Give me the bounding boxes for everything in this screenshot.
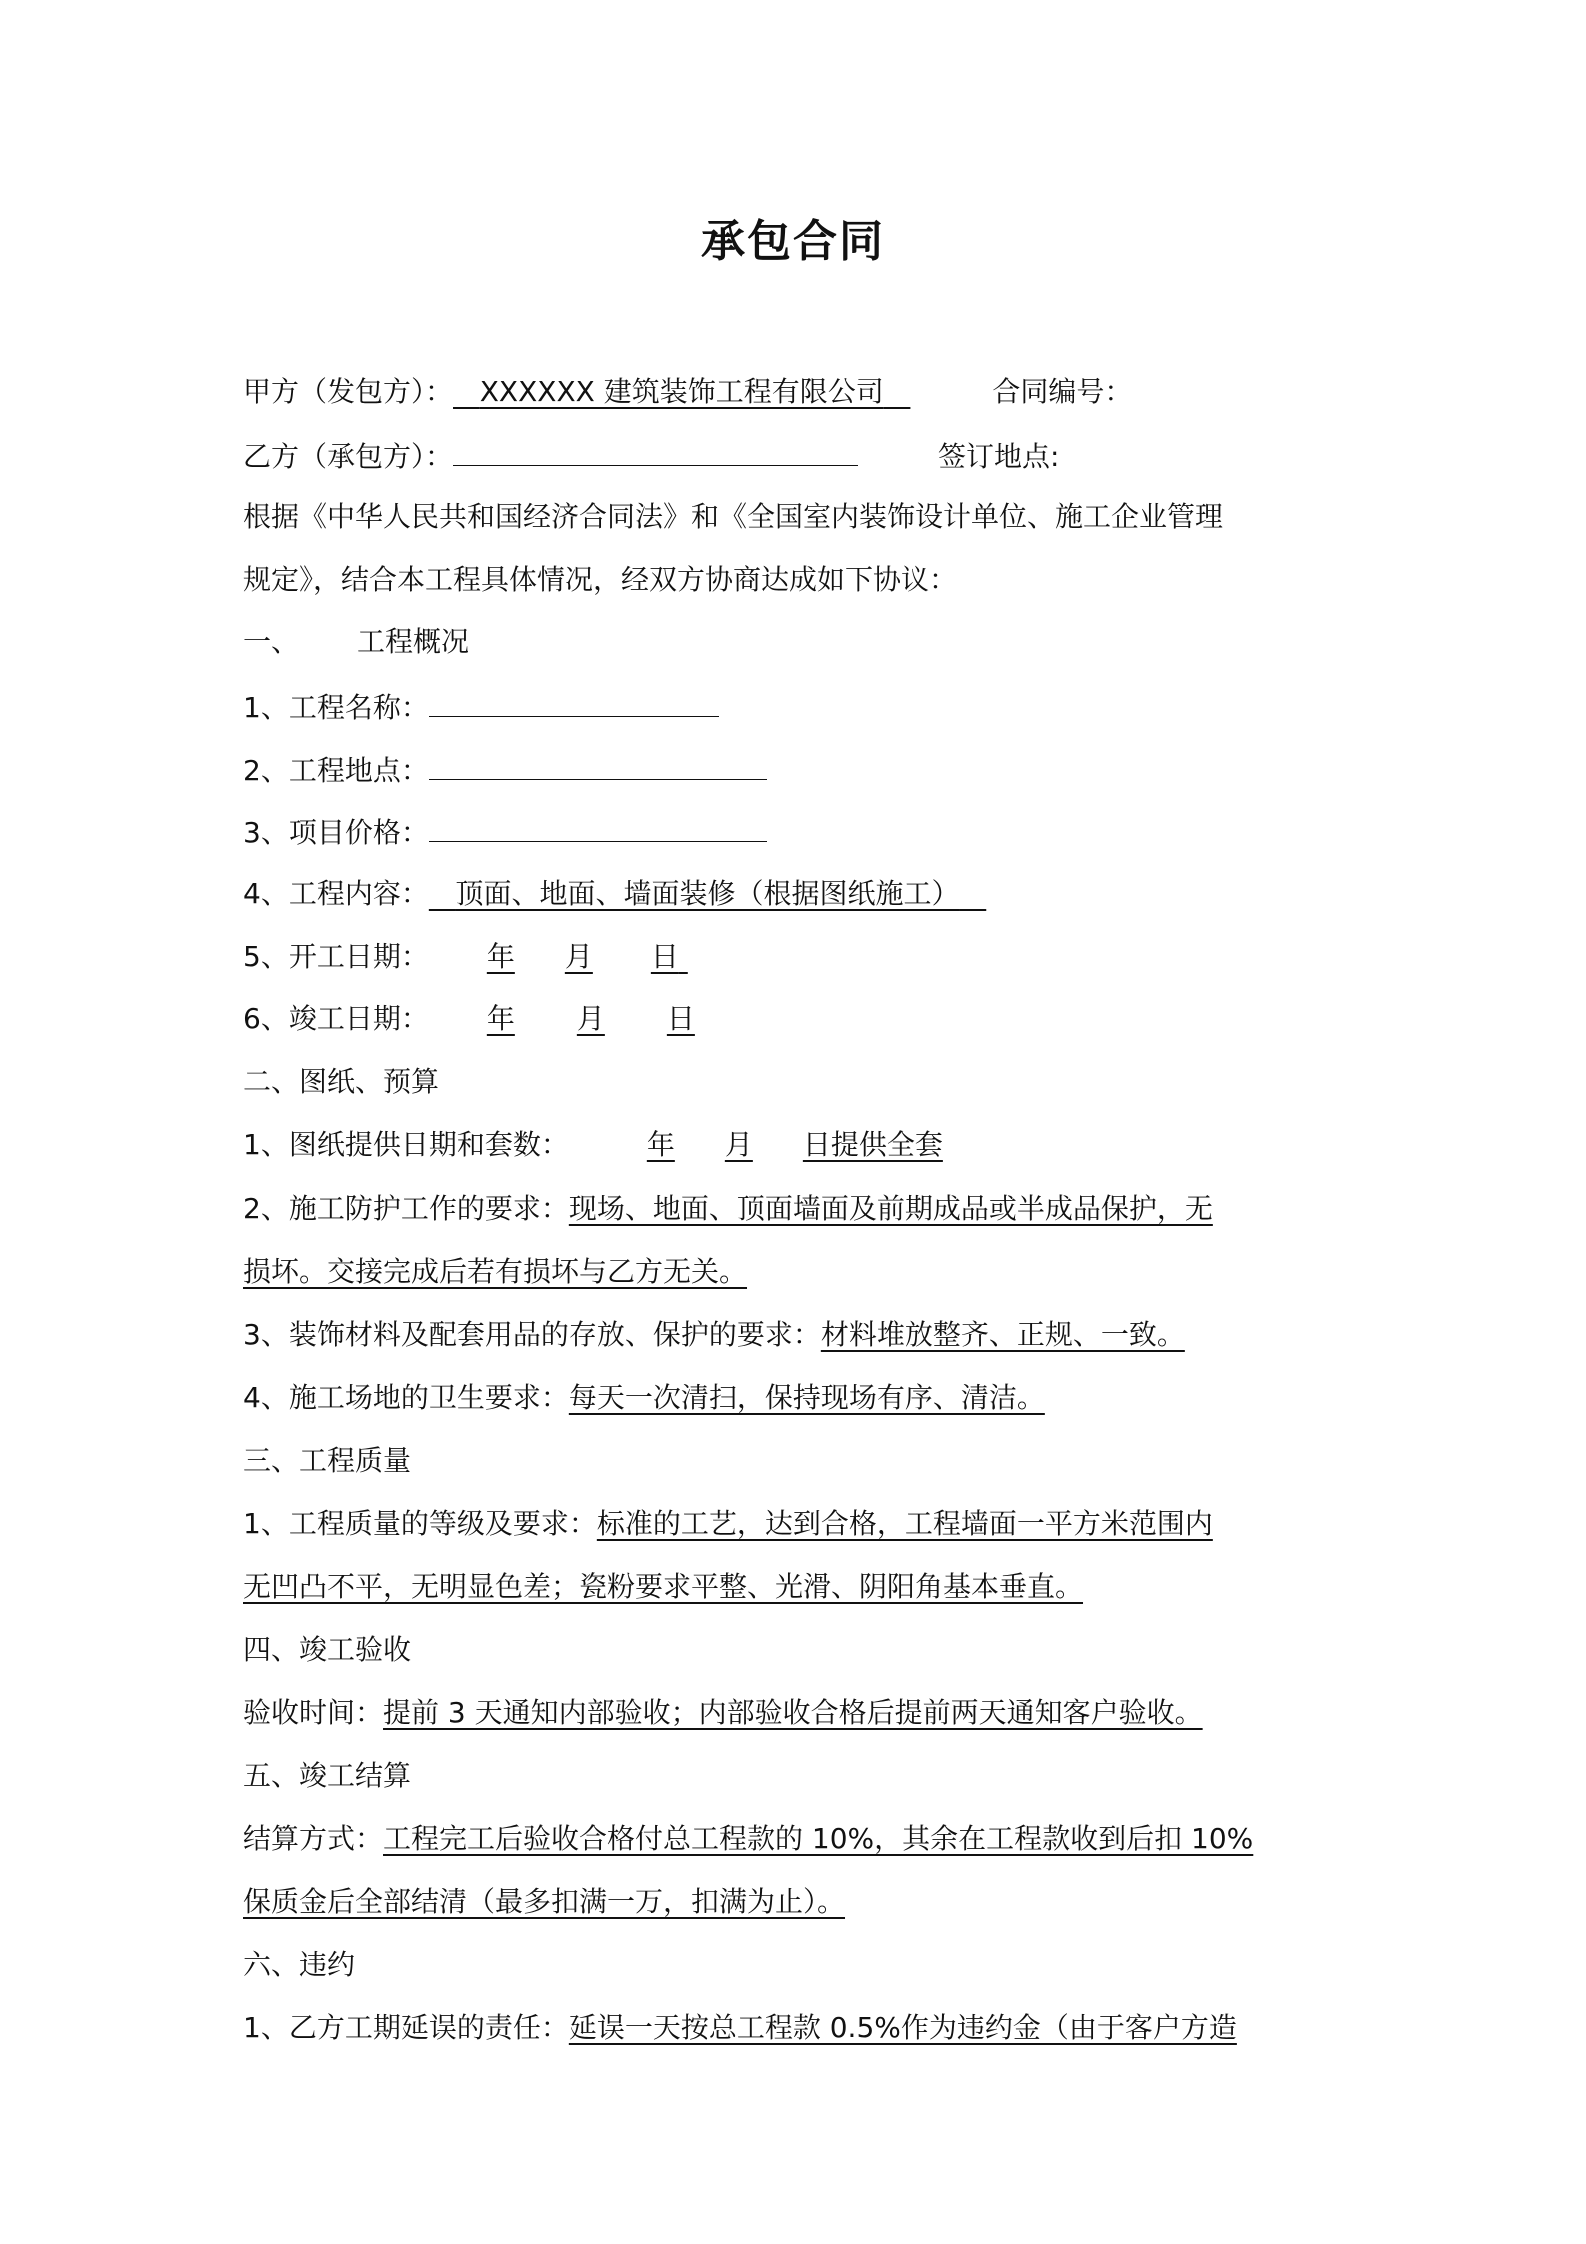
- party-a-label: 甲方（发包方）：: [243, 375, 454, 408]
- drawing-date-line: 1、图纸提供日期和套数： 年 月 日提供全套: [243, 1128, 943, 1161]
- section-6-heading: 六、违约: [243, 1948, 356, 1981]
- drawing-date-value: 年 月 日提供全套: [646, 1128, 943, 1161]
- delay-value: 延误一天按总工程款 0.5%作为违约金（由于客户方造: [568, 2011, 1237, 2044]
- finish-date-line: 6、竣工日期： 年 月 日: [243, 999, 731, 1039]
- start-date-line: 5、开工日期： 年 月 日: [243, 937, 688, 977]
- finish-date-value: 年 月 日: [486, 1002, 695, 1035]
- materials-line: 3、装饰材料及配套用品的存放、保护的要求：材料堆放整齐、正规、一致。: [243, 1318, 1185, 1351]
- project-content-value: 顶面、地面、墙面装修（根据图纸施工）: [455, 877, 960, 910]
- party-a-line: [243, 372, 1132, 412]
- party-b-line: [243, 435, 1059, 475]
- settlement-line-2: [243, 1882, 845, 1922]
- contract-no-label: 合同编号：: [992, 375, 1133, 408]
- protection-value-1: 现场、地面、顶面墙面及前期成品或半成品保护，无: [568, 1192, 1213, 1225]
- quality-line-2: [243, 1567, 1083, 1607]
- party-b-label: 乙方（承包方）：: [243, 440, 454, 473]
- settlement-value-1: 工程完工后验收合格付总工程款的 10%，其余在工程款收到后扣 10%: [383, 1822, 1254, 1855]
- project-name-line: 1、工程名称：: [243, 686, 719, 726]
- party-b-blank: [453, 435, 858, 466]
- quality-value-1: 标准的工艺，达到合格，工程墙面一平方米范围内: [596, 1507, 1213, 1540]
- section-4-heading: 四、竣工验收: [243, 1633, 412, 1666]
- section-1-heading: 一、 工程概况: [243, 625, 470, 658]
- hygiene-line: 4、施工场地的卫生要求：每天一次清扫，保持现场有序、清洁。: [243, 1381, 1045, 1414]
- delay-line: 1、乙方工期延误的责任：延误一天按总工程款 0.5%作为违约金（由于客户方造: [243, 2011, 1237, 2044]
- project-content-line: 4、工程内容： 顶面、地面、墙面装修（根据图纸施工）: [243, 874, 986, 914]
- sign-place-label: 签订地点:: [938, 440, 1060, 473]
- intro-line-1: 根据《中华人民共和国经济合同法》和《全国室内装饰设计单位、施工企业管理: [243, 500, 1224, 533]
- start-date-value: 年 月 日: [486, 940, 679, 973]
- intro-line-2: 规定》，结合本工程具体情况，经双方协商达成如下协议：: [243, 563, 958, 596]
- acceptance-line: 验收时间：提前 3 天通知内部验收；内部验收合格后提前两天通知客户验收。: [243, 1696, 1203, 1729]
- protection-line-2: [243, 1252, 747, 1292]
- quality-line-1: 1、工程质量的等级及要求：标准的工艺，达到合格，工程墙面一平方米范围内: [243, 1507, 1213, 1540]
- document-title: 承包合同: [701, 216, 885, 267]
- section-2-heading: 二、图纸、预算: [243, 1065, 440, 1098]
- acceptance-value: 提前 3 天通知内部验收；内部验收合格后提前两天通知客户验收。: [383, 1696, 1203, 1729]
- hygiene-value: 每天一次清扫，保持现场有序、清洁。: [568, 1381, 1045, 1414]
- section-5-heading: 五、竣工结算: [243, 1759, 412, 1792]
- project-price-line: 3、项目价格：: [243, 811, 767, 851]
- party-a-value: XXXXXX 建筑装饰工程有限公司: [479, 375, 884, 408]
- project-location-line: 2、工程地点：: [243, 749, 767, 789]
- section-3-heading: 三、工程质量: [243, 1444, 412, 1477]
- project-location-blank: [429, 749, 767, 780]
- quality-value-2: 无凹凸不平，无明显色差；瓷粉要求平整、光滑、阴阳角基本垂直。: [243, 1570, 1084, 1603]
- materials-value: 材料堆放整齐、正规、一致。: [820, 1318, 1185, 1351]
- protection-value-2: 损坏。交接完成后若有损坏与乙方无关。: [243, 1255, 748, 1288]
- project-name-blank: [429, 686, 719, 717]
- project-price-blank: [429, 811, 767, 842]
- protection-line-1: 2、施工防护工作的要求：现场、地面、顶面墙面及前期成品或半成品保护，无: [243, 1192, 1213, 1225]
- settlement-line-1: 结算方式：工程完工后验收合格付总工程款的 10%，其余在工程款收到后扣 10%: [243, 1822, 1254, 1855]
- settlement-value-2: 保质金后全部结清（最多扣满一万，扣满为止）。: [243, 1885, 846, 1918]
